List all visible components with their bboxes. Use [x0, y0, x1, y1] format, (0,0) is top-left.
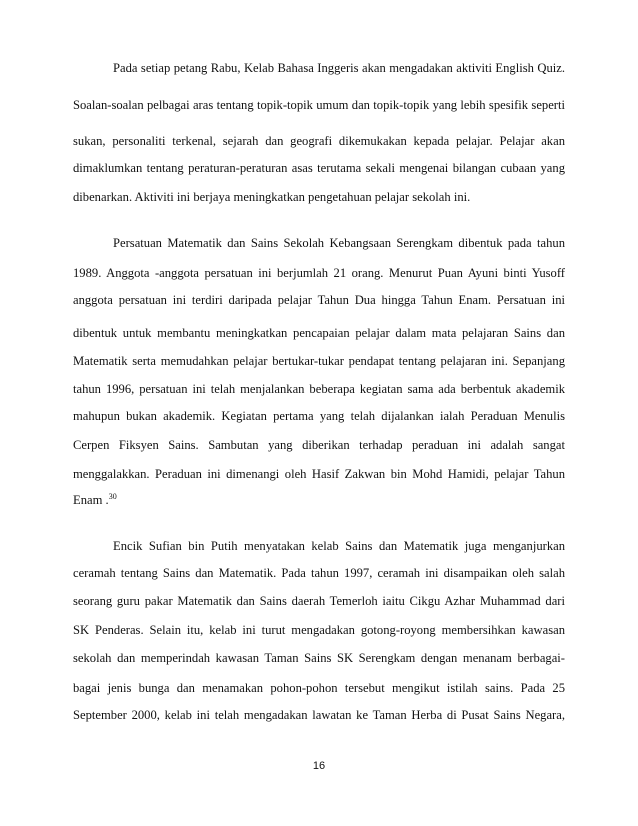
paragraph-2-line-9: menggalakkan. Peraduan ini dimenangi oleh Hasif Zakwan bin Mohd Hamidi, pelajar Tahun [73, 467, 565, 481]
paragraph-1-line-3: sukan, personaliti terkenal, sejarah dan geografi dikemukakan kepada pelajar. Pelajar akan [73, 134, 565, 148]
paragraph-1-line-2: Soalan-soalan pelbagai aras tentang topik-topik umum dan topik-topik yang lebih spesifik seperti [73, 98, 565, 112]
paragraph-3-line-6: bagai jenis bunga dan menamakan pohon-pohon tersebut mengikut istilah sains. Pada 25 [73, 681, 565, 695]
paragraph-1-line-5: dibenarkan. Aktiviti ini berjaya meningkatkan pengetahuan pelajar sekolah ini. [73, 190, 471, 204]
paragraph-2-line-8: Cerpen Fiksyen Sains. Sambutan yang diberikan terhadap peraduan ini adalah sangat [73, 438, 565, 452]
paragraph-2-line-6: tahun 1996, persatuan ini telah menjalankan beberapa kegiatan sama ada berbentuk akademik [73, 382, 565, 396]
paragraph-2-line-3: anggota persatuan ini terdiri daripada pelajar Tahun Dua hingga Tahun Enam. Persatuan ini [73, 293, 565, 307]
paragraph-3-line-5: sekolah dan memperindah kawasan Taman Sains SK Serengkam dengan menanam berbagai- [73, 651, 565, 665]
page-number: 16 [312, 760, 326, 772]
paragraph-2-line-5: Matematik serta memudahkan pelajar bertukar-tukar pendapat tentang pelajaran ini. Sepanjang [73, 354, 565, 368]
paragraph-2-line-2: 1989. Anggota -anggota persatuan ini berjumlah 21 orang. Menurut Puan Ayuni binti Yusoff [73, 266, 565, 280]
paragraph-3-line-4: SK Penderas. Selain itu, kelab ini turut mengadakan gotong-royong membersihkan kawasan [73, 623, 565, 637]
paragraph-2-last-line-text: Enam . [73, 493, 109, 507]
paragraph-1-line-4: dimaklumkan tentang peraturan-peraturan asas terutama sekali mengenai bilangan cubaan yang [73, 161, 565, 175]
paragraph-2-line-4: dibentuk untuk membantu meningkatkan pencapaian pelajar dalam mata pelajaran Sains dan [73, 326, 565, 340]
paragraph-3-line-7: September 2000, kelab ini telah mengadakan lawatan ke Taman Herba di Pusat Sains Negara, [73, 708, 565, 722]
footnote-marker: 30 [108, 492, 117, 501]
paragraph-1-line-1: Pada setiap petang Rabu, Kelab Bahasa Inggeris akan mengadakan aktiviti English Quiz. [113, 61, 565, 75]
paragraph-2-line-7: mahupun bukan akademik. Kegiatan pertama yang telah dijalankan ialah Peraduan Menulis [73, 409, 565, 423]
paragraph-3-line-2: ceramah tentang Sains dan Matematik. Pada tahun 1997, ceramah ini disampaikan oleh salah [73, 566, 565, 580]
paragraph-2-line-1: Persatuan Matematik dan Sains Sekolah Kebangsaan Serengkam dibentuk pada tahun [113, 236, 565, 250]
paragraph-2-line-10 [73, 492, 565, 508]
paragraph-3-line-1: Encik Sufian bin Putih menyatakan kelab Sains dan Matematik juga menganjurkan [113, 539, 565, 553]
paragraph-3-line-3: seorang guru pakar Matematik dan Sains daerah Temerloh iaitu Cikgu Azhar Muhammad dari [73, 594, 565, 608]
